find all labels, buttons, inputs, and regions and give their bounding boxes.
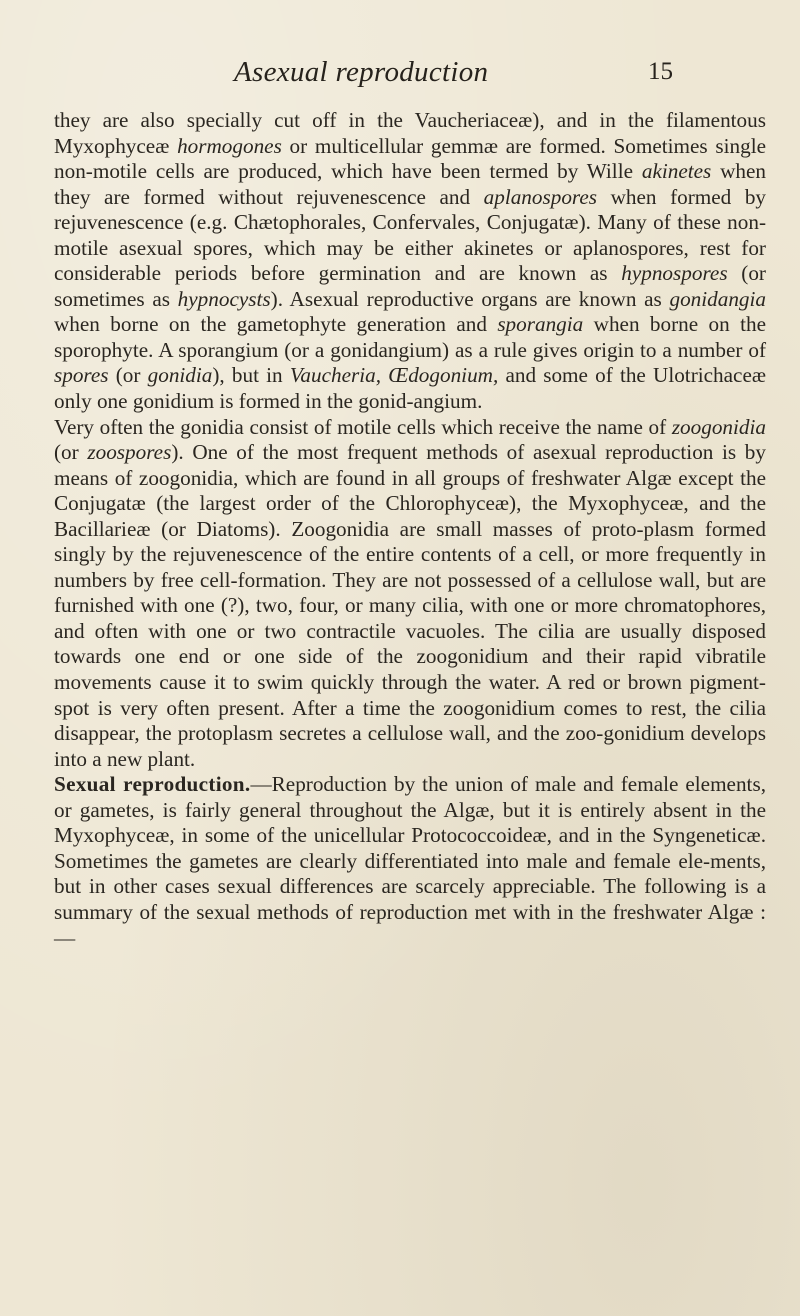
term-hormogones: hormogones	[177, 133, 282, 158]
term-hypnocysts: hypnocysts	[177, 286, 271, 311]
term-zoogonidia: zoogonidia	[671, 414, 766, 439]
text-run: —Reproduction by the union of male and female elements, or gametes, is fairly general throughout the Algæ, but it is entirely absent in the Myxophyceæ, in some of the unicellular Protococcoideæ, and in the Syngeneticæ. Sometimes the gametes are clearly differentiated into male and female ele-ments, but in other cases sexual differences are scarcely appreciable. The following is a summary of the sexual methods of reproduction met with in the freshwater Algæ :—	[54, 772, 766, 950]
text-run: when borne on the sporophyte. A sporangium (or a gonidangium) as a rule gives origin to a number of	[54, 312, 766, 362]
text-run: when formed by rejuvenescence (e.g. Chætophorales, Confervales, Conjugatæ). Many of these non-motile asexual spores, which may be either akinetes or aplanospores, rest for considerable periods before germination and are known as	[54, 184, 767, 286]
text-run: Very often the gonidia consist of motile cells which receive the name of	[54, 414, 672, 439]
body-text	[54, 108, 766, 951]
text-run: when borne on the gametophyte generation and	[54, 312, 498, 337]
running-head	[0, 56, 800, 96]
text-run: they are also specially cut off in the Vaucheriaceæ), and in the filamentous Myxophyceæ	[54, 108, 766, 158]
term-sporangia: sporangia	[497, 312, 584, 337]
term-spores: spores	[54, 363, 109, 388]
page-number: 15	[648, 58, 673, 85]
text-run: ), but in	[212, 363, 290, 388]
paragraph-sexual-reproduction	[54, 772, 766, 951]
text-run: ). One of the most frequent methods of asexual reproduction is by means of zoogonidia, which are found in all groups of freshwater Algæ except the Conjugatæ (the largest order of the Chlorophyceæ), the Myxophyceæ, and the Bacillarieæ (or Diatoms). Zoogonidia are small masses of proto-plasm formed singly by the rejuvenescence of the entire contents of a cell, or more frequently in numbers by free cell-formation. They are not possessed of a cellulose wall, but are furnished with one (?), two, four, or many cilia, with one or more chromatophores, and often with one or two contractile vacuoles. The cilia are usually disposed towards one end or one side of the zoogonidium and their rapid vibratile movements cause it to swim quickly through the water. A red or brown pigment-spot is very often present. After a time the zoogonidium comes to rest, the cilia disappear, the protoplasm secretes a cellulose wall, and the zoo-gonidium develops into a new plant.	[54, 440, 766, 771]
text-run: (or	[54, 440, 88, 465]
text-run: (or	[108, 363, 148, 388]
term-gonidia: gonidia	[147, 363, 213, 388]
section-heading: Sexual reproduction.	[54, 772, 251, 797]
term-akinetes: akinetes	[641, 159, 712, 184]
term-gonidangia: gonidangia	[669, 286, 767, 311]
text-run: or multicellular gemmæ are formed. Sometimes single non-motile cells are produced, which have been termed by Wille	[54, 133, 766, 184]
text-run: when they are formed without rejuvenescence and	[54, 159, 767, 209]
term-genera: Vaucheria, Œdogonium,	[289, 363, 499, 388]
text-run: (or sometimes as	[54, 261, 766, 311]
paragraph-asexual-spores	[54, 108, 766, 415]
text-run: ). Asexual reproductive organs are known as	[270, 286, 670, 311]
term-aplanospores: aplanospores	[483, 184, 598, 209]
text-run: and some of the Ulotrichaceæ only one gonidium is formed in the gonid-angium.	[54, 363, 766, 414]
term-zoospores: zoospores	[87, 440, 172, 465]
term-hypnospores: hypnospores	[621, 261, 728, 286]
paragraph-zoogonidia	[54, 415, 766, 773]
running-title: Asexual reproduction	[234, 56, 489, 88]
